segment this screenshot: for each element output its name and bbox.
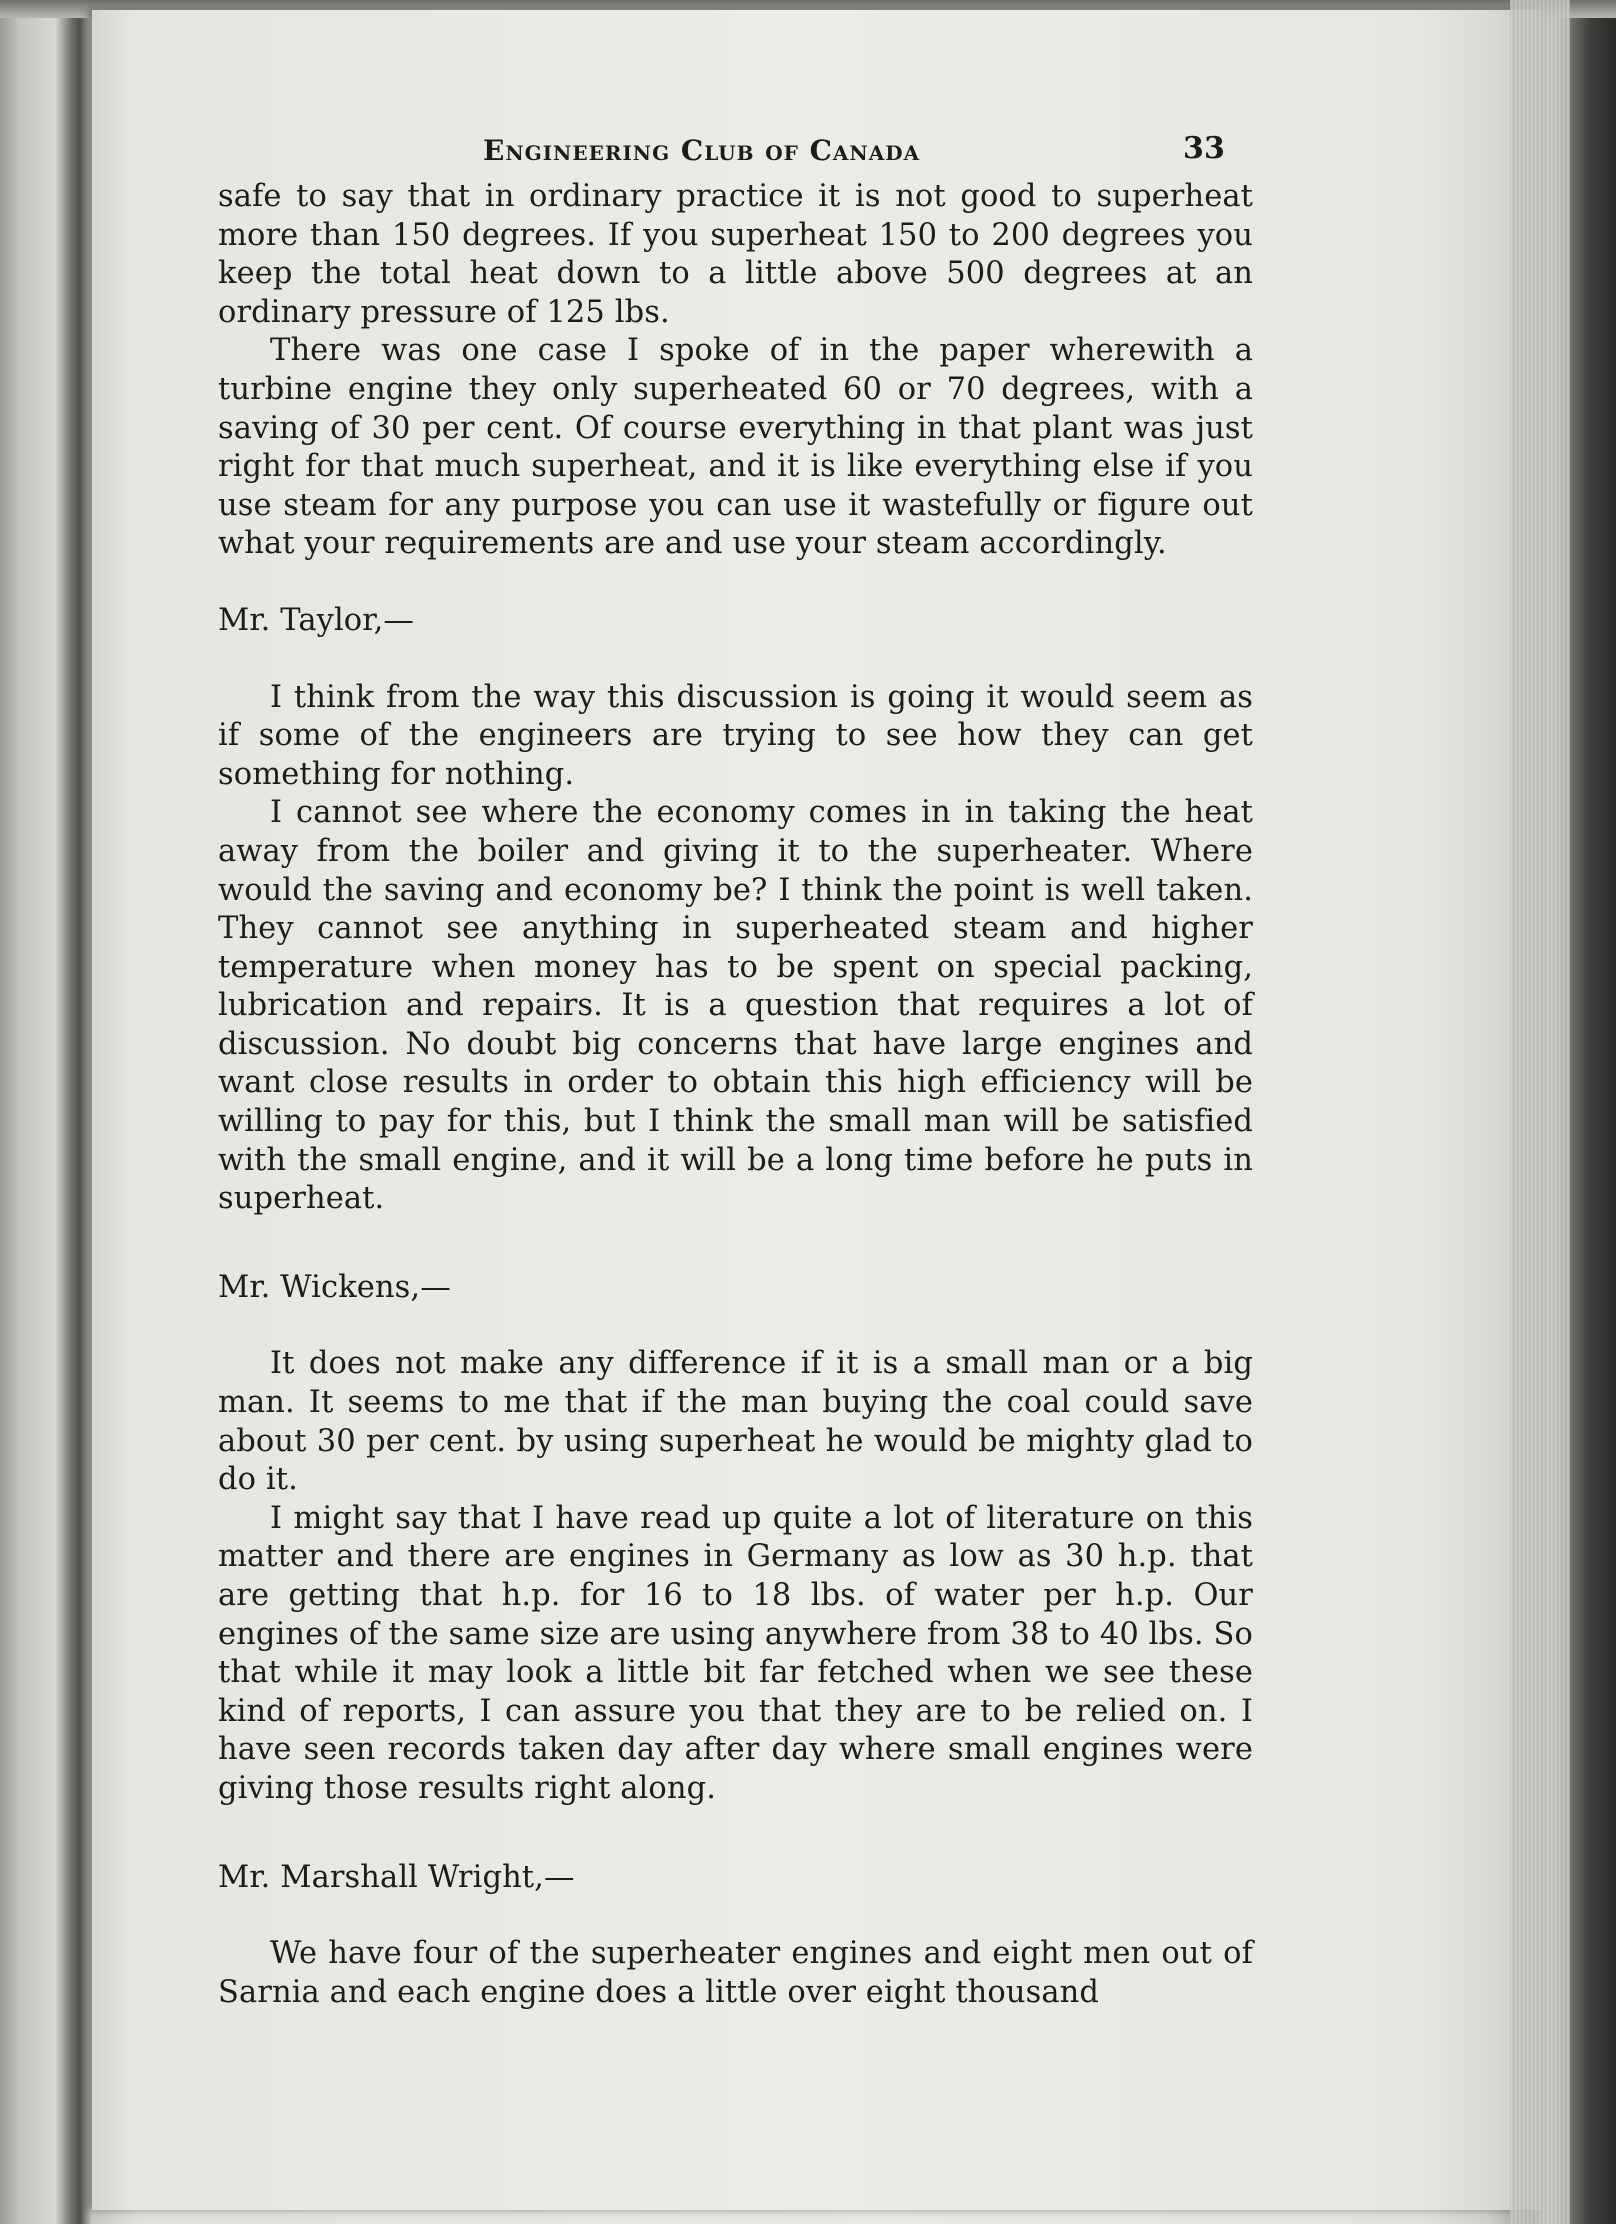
speaker-heading: Mr. Taylor,— bbox=[218, 602, 414, 638]
running-head bbox=[218, 128, 1253, 168]
paragraph: safe to say that in ordinary practice it is not good to superheat more than 150 degrees. If you superheat 150 to 200 degrees you keep the total heat down to a little above 500 degrees at an ordinary pressure of 125 lbs. bbox=[218, 179, 1253, 330]
paragraph: I might say that I have read up quite a lot of literature on this matter and there are engines in Germany as low as 30 h.p. that are getting that h.p. for 16 to 18 lbs. of water per h.p. Our engines of the same size are using anywhere from 38 to 40 lbs. So that while it may look a little bit far fetched when we see these kind of reports, I can assure you that they are to be relied on. I have seen records taken day after day where small engines were giving those results right along. bbox=[218, 1500, 1253, 1806]
paragraph: It does not make any difference if it is a small man or a big man. It seems to me that if the man buying the coal could save about 30 per cent. by using superheat he would be mighty glad to do it. bbox=[218, 1346, 1253, 1498]
paragraph: I think from the way this discussion is going it would seem as if some of the engineers are trying to see how they can get something for nothing. bbox=[218, 679, 1253, 792]
paragraph: There was one case I spoke of in the paper wherewith a turbine engine they only superheated 60 or 70 degrees, with a saving of 30 per cent. Of course everything in that plant was just right for that much superheat, and it is like everything else if you use steam for any purpose you can use it wastefully or figure out what your requirements are and use your steam accordingly. bbox=[218, 333, 1253, 562]
paragraph: We have four of the superheater engines and eight men out of Sarnia and each engine does a little over eight thousand bbox=[218, 1936, 1253, 2010]
speaker-heading: Mr. Wickens,— bbox=[218, 1269, 451, 1305]
running-title: Engineering Club of Canada bbox=[483, 134, 921, 167]
page-edges bbox=[1510, 0, 1570, 2224]
paragraph: I cannot see where the economy comes in in taking the heat away from the boiler and giving it to the superheater. Where would the saving and economy be? I think the point is well taken. They cannot see anything in superheated steam and higher temperature when money has to be spent on special packing, lubrication and repairs. It is a question that requires a lot of discussion. No doubt big concerns that have large engines and want close results in order to obtain this high efficiency will be willing to pay for this, but I think the small man will be satisfied with the small engine, and it will be a long time before he puts in superheat. bbox=[218, 795, 1253, 1217]
page-number: 33 bbox=[1183, 131, 1225, 166]
speaker-heading: Mr. Marshall Wright,— bbox=[218, 1859, 575, 1895]
page-text bbox=[218, 128, 1253, 2012]
